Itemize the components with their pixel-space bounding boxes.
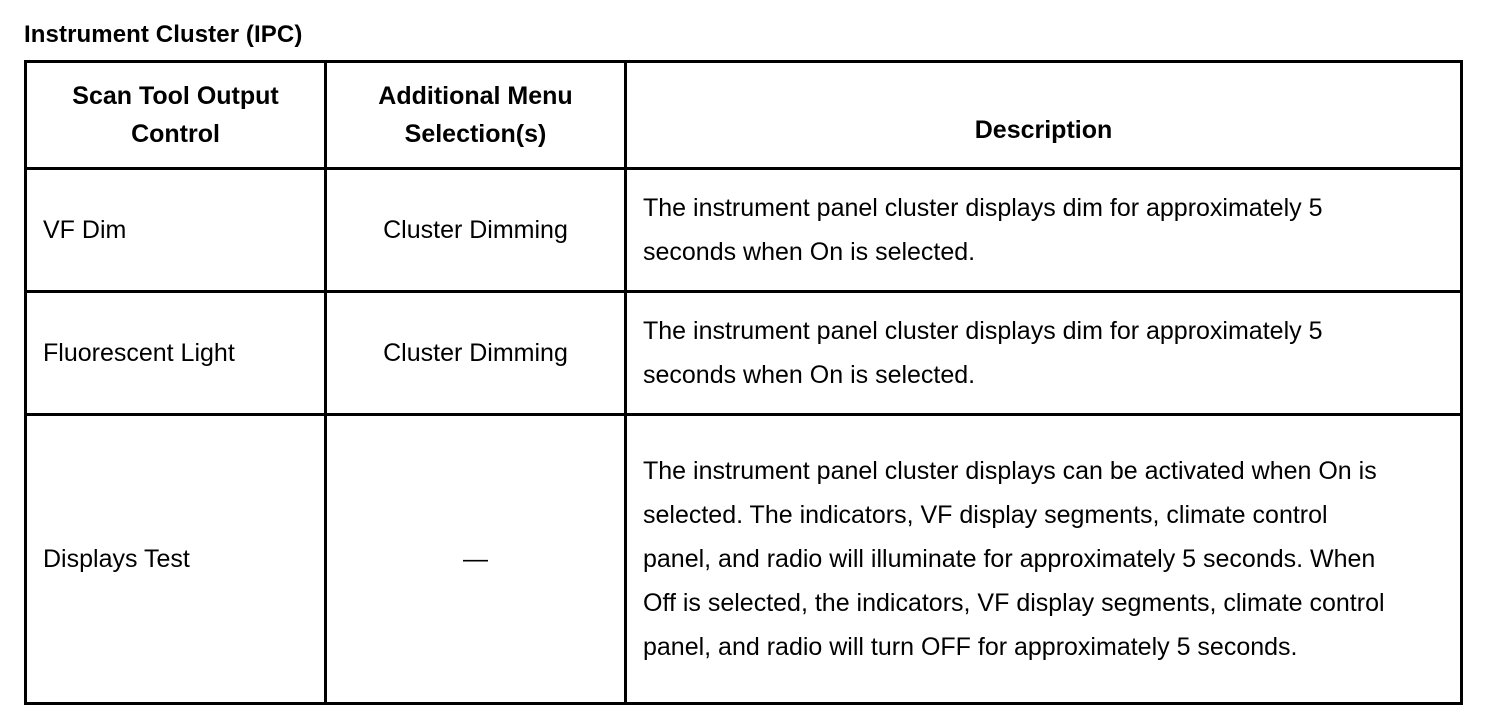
output-control-cell: Fluorescent Light [26,292,326,415]
document-title: Instrument Cluster (IPC) [24,21,303,48]
description-cell: The instrument panel cluster displays can be activated when On is selected. The indicators, VF display segments, climate control panel, and radio will illuminate for approximately 5 seconds. When Off is selected, the indicators, VF display segments, climate control panel, and radio will turn OFF for approximately 5 seconds. [626,415,1462,704]
output-control-table [24,60,1463,705]
table-row [26,169,1462,292]
table-row [26,415,1462,704]
menu-selection-cell: — [326,415,626,704]
menu-selection-cell: Cluster Dimming [326,169,626,292]
description-cell: The instrument panel cluster displays dim for approximately 5 seconds when On is selected. [626,292,1462,415]
table-row [26,292,1462,415]
column-header-output-control: Scan Tool Output Control [26,62,326,169]
column-header-menu-selections: Additional Menu Selection(s) [326,62,626,169]
column-header-description: Description [626,62,1462,169]
description-cell: The instrument panel cluster displays dim for approximately 5 seconds when On is selected. [626,169,1462,292]
table-header-row [26,62,1462,169]
output-control-cell: Displays Test [26,415,326,704]
menu-selection-cell: Cluster Dimming [326,292,626,415]
output-control-cell: VF Dim [26,169,326,292]
